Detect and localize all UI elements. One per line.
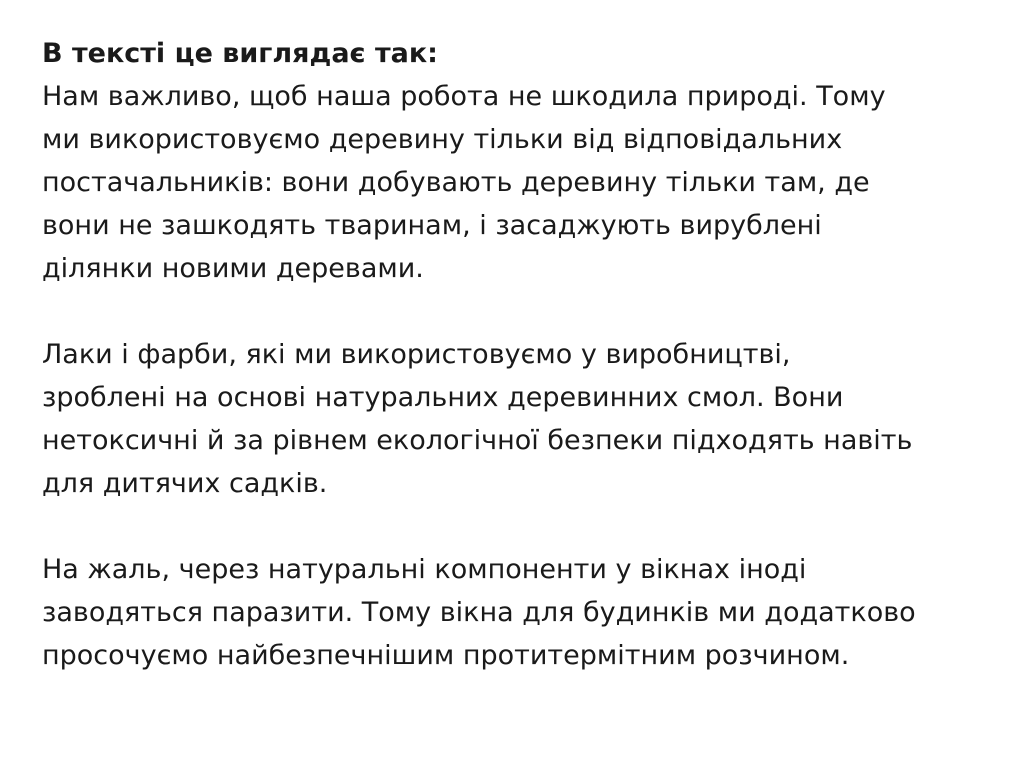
paragraph-line: ділянки новими деревами. — [42, 253, 424, 284]
paragraph-line: ми використовуємо деревину тільки від відповідальних — [42, 124, 843, 155]
paragraph-2 — [42, 333, 1002, 505]
paragraph-line: На жаль, через натуральні компоненти у вікнах іноді — [42, 554, 807, 585]
paragraph-line: просочуємо найбезпечнішим протитермітним розчином. — [42, 640, 850, 671]
paragraph-line: заводяться паразити. Тому вікна для будинків ми додатково — [42, 597, 916, 628]
paragraph-spacer — [42, 505, 1002, 548]
paragraph-line: вони не зашкодять тваринам, і засаджують вирублені — [42, 210, 822, 241]
paragraph-spacer — [42, 290, 1002, 333]
paragraph-line: постачальників: вони добувають деревину тільки там, де — [42, 167, 870, 198]
paragraph-line: Нам важливо, щоб наша робота не шкодила природі. Тому — [42, 81, 886, 112]
paragraph-3 — [42, 548, 1002, 677]
paragraph-line: нетоксичні й за рівнем екологічної безпеки підходять навіть — [42, 425, 913, 456]
paragraph-1 — [42, 75, 1002, 290]
paragraph-line: для дитячих садків. — [42, 468, 328, 499]
paragraph-line: Лаки і фарби, які ми використовуємо у виробництві, — [42, 339, 791, 370]
heading: В тексті це виглядає так: — [42, 38, 438, 69]
paragraph-line: зроблені на основі натуральних деревинних смол. Вони — [42, 382, 844, 413]
slide-text-body — [42, 32, 1002, 677]
